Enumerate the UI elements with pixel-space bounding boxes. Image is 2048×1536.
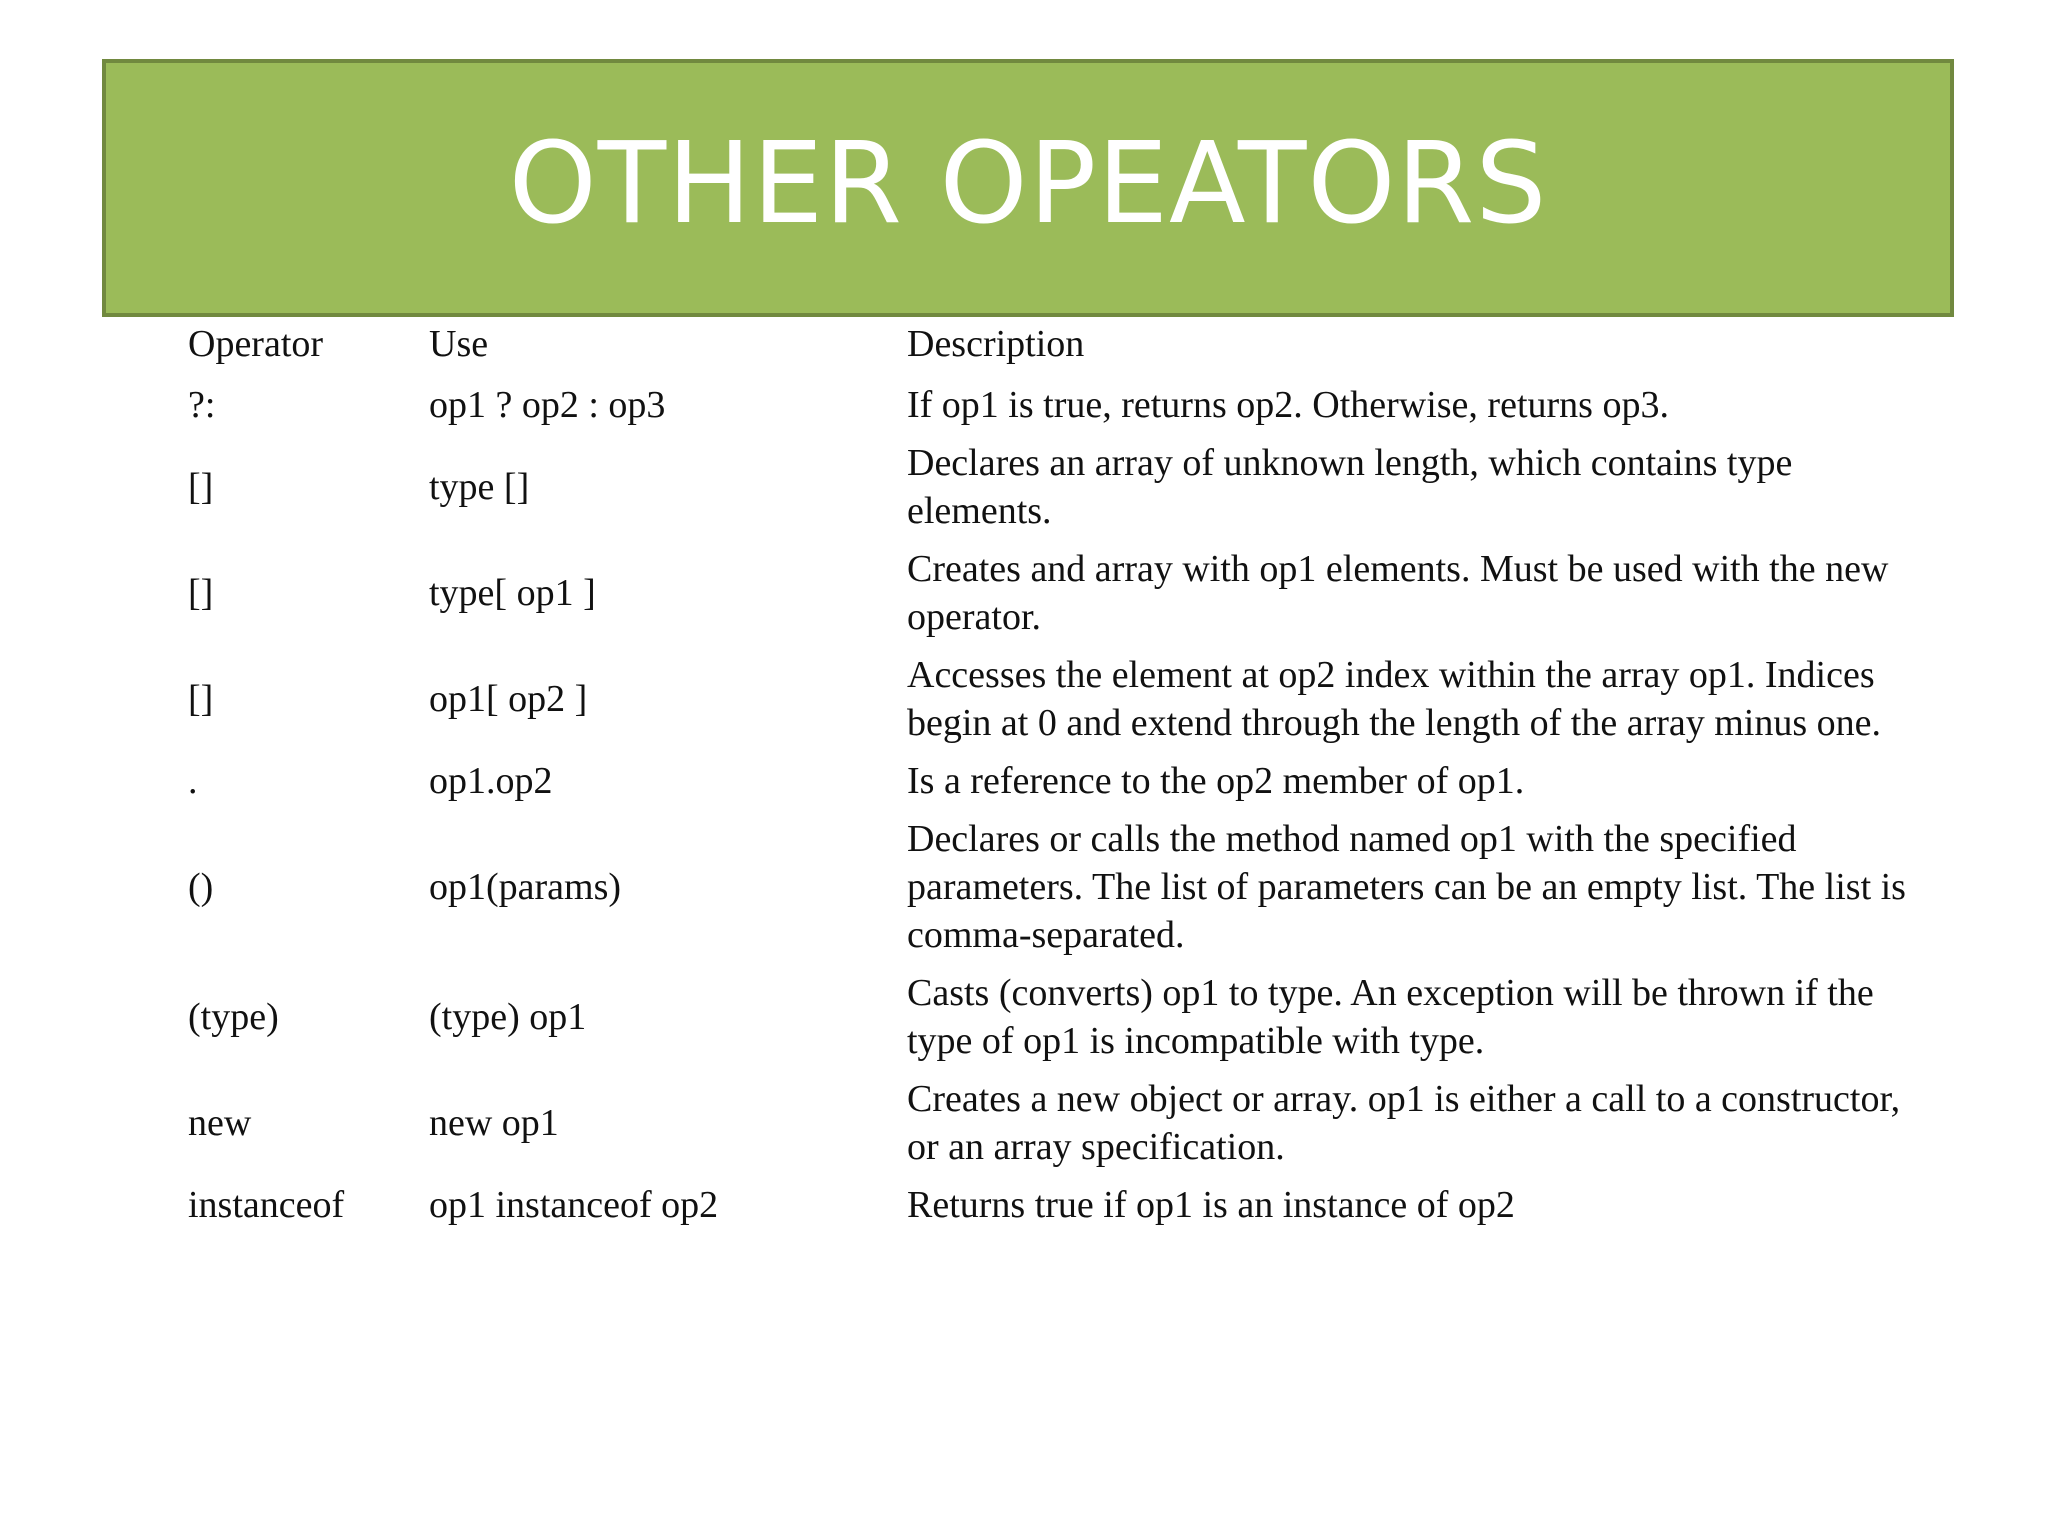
title-banner: [102, 59, 1954, 317]
table-row: [184, 810, 1924, 964]
description-cell: If op1 is true, returns op2. Otherwise, returns op3.: [907, 384, 1669, 426]
table-row: [184, 434, 1924, 540]
table-row: [184, 964, 1924, 1070]
description-cell: Casts (converts) op1 to type. An exception will be thrown if the type of op1 is incompatible with type.: [907, 972, 1874, 1062]
use-cell: new op1: [429, 1102, 559, 1144]
table-row: [184, 1176, 1924, 1234]
slide-title: OTHER OPEATORS: [508, 119, 1548, 249]
header-use: Use: [429, 323, 489, 365]
table-row: [184, 646, 1924, 752]
use-cell: op1(params): [429, 866, 622, 908]
operator-cell: ?:: [188, 384, 216, 426]
header-operator: Operator: [188, 323, 324, 365]
use-cell: (type) op1: [429, 996, 587, 1038]
description-cell: Is a reference to the op2 member of op1.: [907, 760, 1525, 802]
operator-cell: []: [188, 678, 214, 720]
operator-cell: instanceof: [188, 1184, 345, 1226]
table-row: [184, 1070, 1924, 1176]
table-row: [184, 540, 1924, 646]
table-row: [184, 752, 1924, 810]
description-cell: Creates a new object or array. op1 is either a call to a constructor, or an array specification.: [907, 1078, 1901, 1168]
description-cell: Declares an array of unknown length, which contains type elements.: [907, 442, 1793, 532]
use-cell: type []: [429, 466, 530, 508]
operator-cell: new: [188, 1102, 252, 1144]
use-cell: op1 instanceof op2: [429, 1184, 719, 1226]
description-cell: Declares or calls the method named op1 with the specified parameters. The list of parameters can be an empty list. The list is comma-separated.: [907, 818, 1906, 956]
header-description: Description: [907, 323, 1085, 365]
use-cell: op1.op2: [429, 760, 553, 802]
operator-cell: []: [188, 572, 214, 614]
table-row: [184, 376, 1924, 434]
operator-cell: (): [188, 866, 214, 908]
description-cell: Returns true if op1 is an instance of op2: [907, 1184, 1515, 1226]
use-cell: type[ op1 ]: [429, 572, 596, 614]
description-cell: Creates and array with op1 elements. Must be used with the new operator.: [907, 548, 1889, 638]
description-cell: Accesses the element at op2 index within the array op1. Indices begin at 0 and extend through the length of the array minus one.: [907, 654, 1882, 744]
operator-cell: []: [188, 466, 214, 508]
table-header-row: [184, 320, 1924, 376]
operator-cell: .: [188, 760, 198, 802]
use-cell: op1 ? op2 : op3: [429, 384, 666, 426]
operator-cell: (type): [188, 996, 279, 1038]
operators-table: [184, 320, 1924, 1234]
use-cell: op1[ op2 ]: [429, 678, 588, 720]
